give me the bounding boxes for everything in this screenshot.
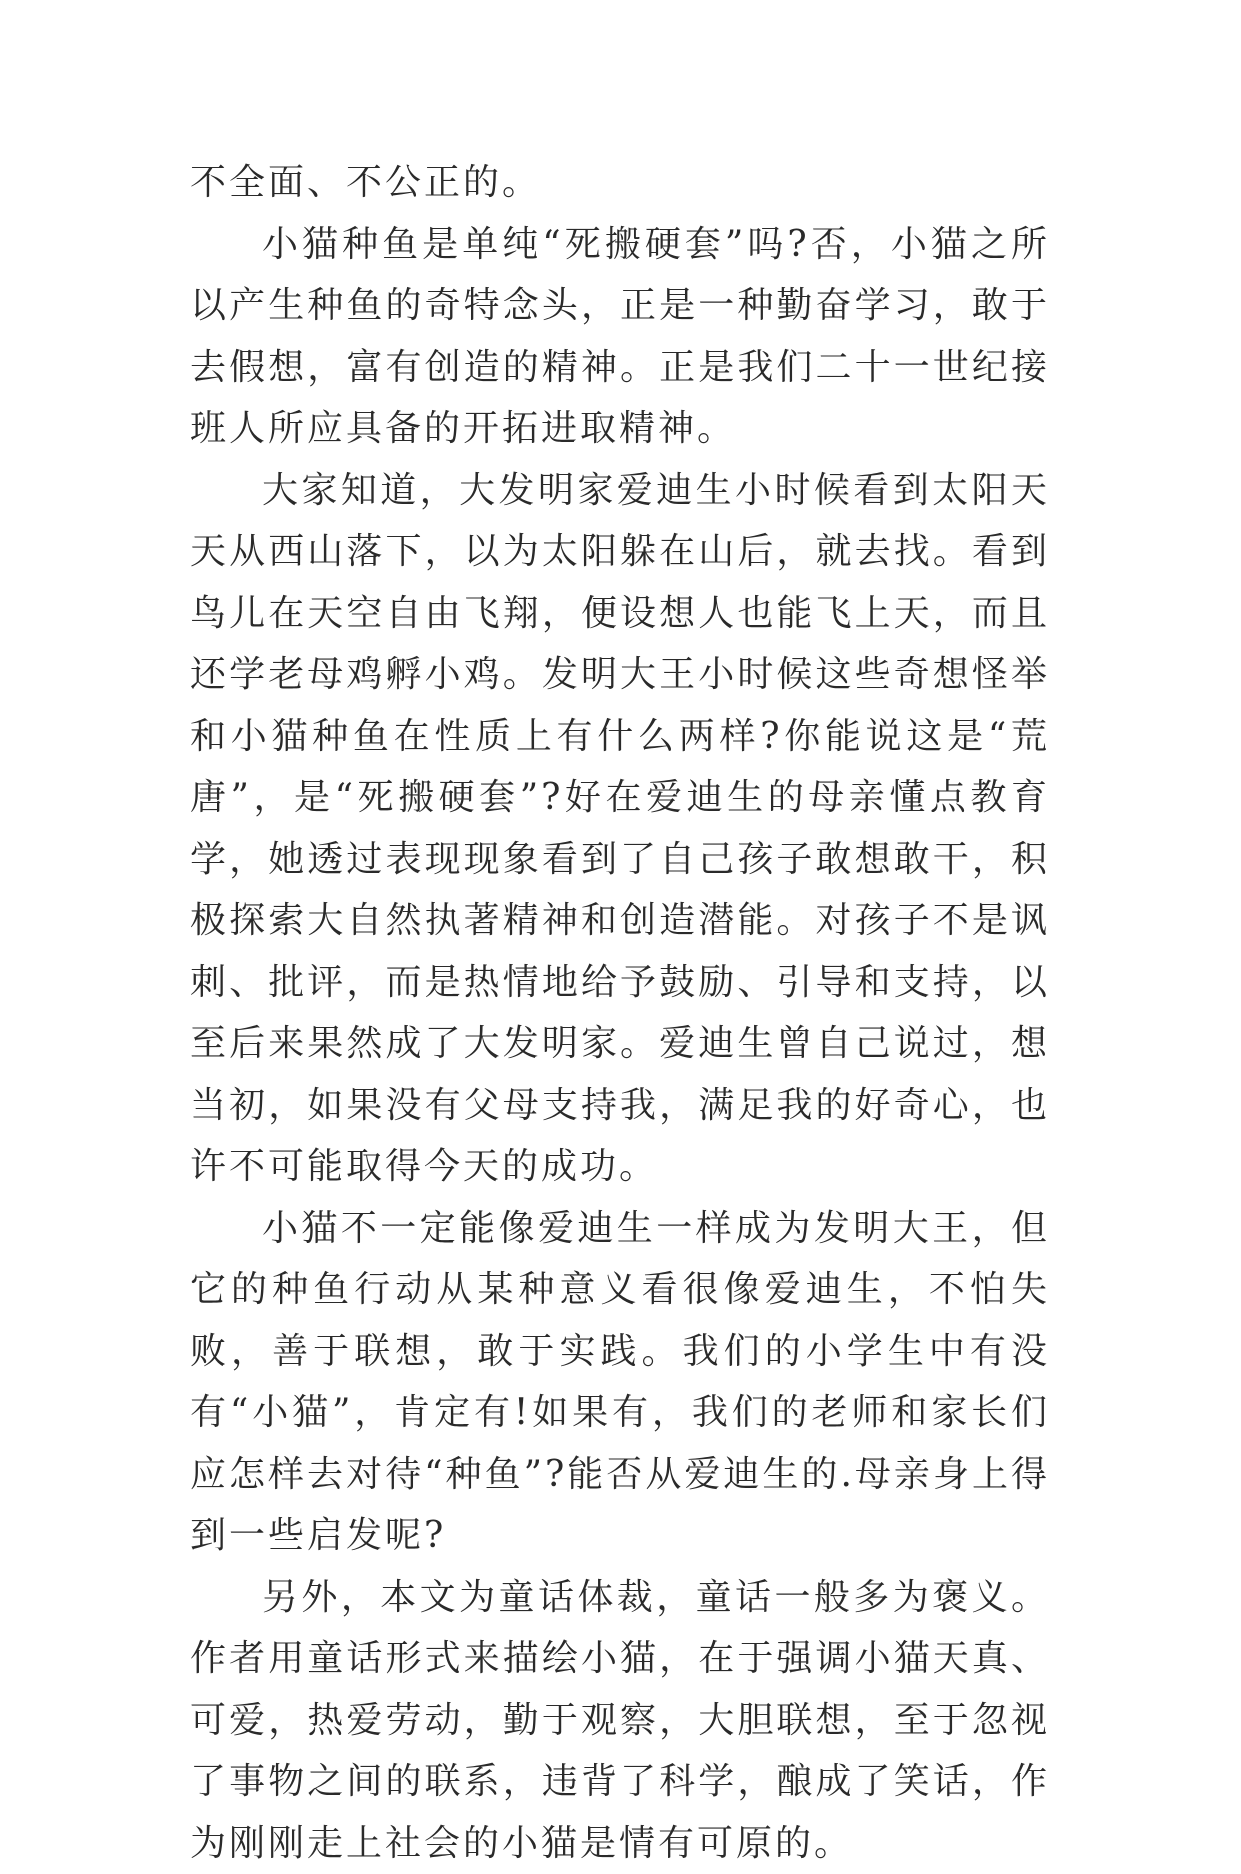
- document-body: [190, 152, 1050, 1874]
- paragraph-edison-childhood: 大家知道，大发明家爱迪生小时候看到太阳天天从西山落下，以为太阳躲在山后，就去找。看到鸟儿在天空自由飞翔，便设想人也能飞上天，而且还学老母鸡孵小鸡。发明大王小时候这些奇想怪举和小猫种鱼在性质上有什么两样?你能说这是“荒唐”，是“死搬硬套”?好在爱迪生的母亲懂点教育学，她透过表现现象看到了自己孩子敢想敢干，积极探索大自然执著精神和创造潜能。对孩子不是讽刺、批评，而是热情地给予鼓励、引导和支持，以至后来果然成了大发明家。爱迪生曾自己说过，想当初，如果没有父母支持我，满足我的好奇心，也许不可能取得今天的成功。: [190, 460, 1050, 1198]
- paragraph-cat-planting-fish: 小猫种鱼是单纯“死搬硬套”吗?否，小猫之所以产生种鱼的奇特念头，正是一种勤奋学习，敢于去假想，富有创造的精神。正是我们二十一世纪接班人所应具备的开拓进取精神。: [190, 214, 1050, 460]
- paragraph-fairy-tale-genre: 另外，本文为童话体裁，童话一般多为褒义。作者用童话形式来描绘小猫，在于强调小猫天真、可爱，热爱劳动，勤于观察，大胆联想，至于忽视了事物之间的联系，违背了科学，酿成了笑话，作为刚刚走上社会的小猫是情有可原的。: [190, 1567, 1050, 1874]
- paragraph-continuation: 不全面、不公正的。: [190, 152, 1050, 214]
- paragraph-cat-vs-edison: 小猫不一定能像爱迪生一样成为发明大王，但它的种鱼行动从某种意义看很像爱迪生，不怕失败，善于联想，敢于实践。我们的小学生中有没有“小猫”，肯定有!如果有，我们的老师和家长们应怎样去对待“种鱼”?能否从爱迪生的.母亲身上得到一些启发呢?: [190, 1198, 1050, 1567]
